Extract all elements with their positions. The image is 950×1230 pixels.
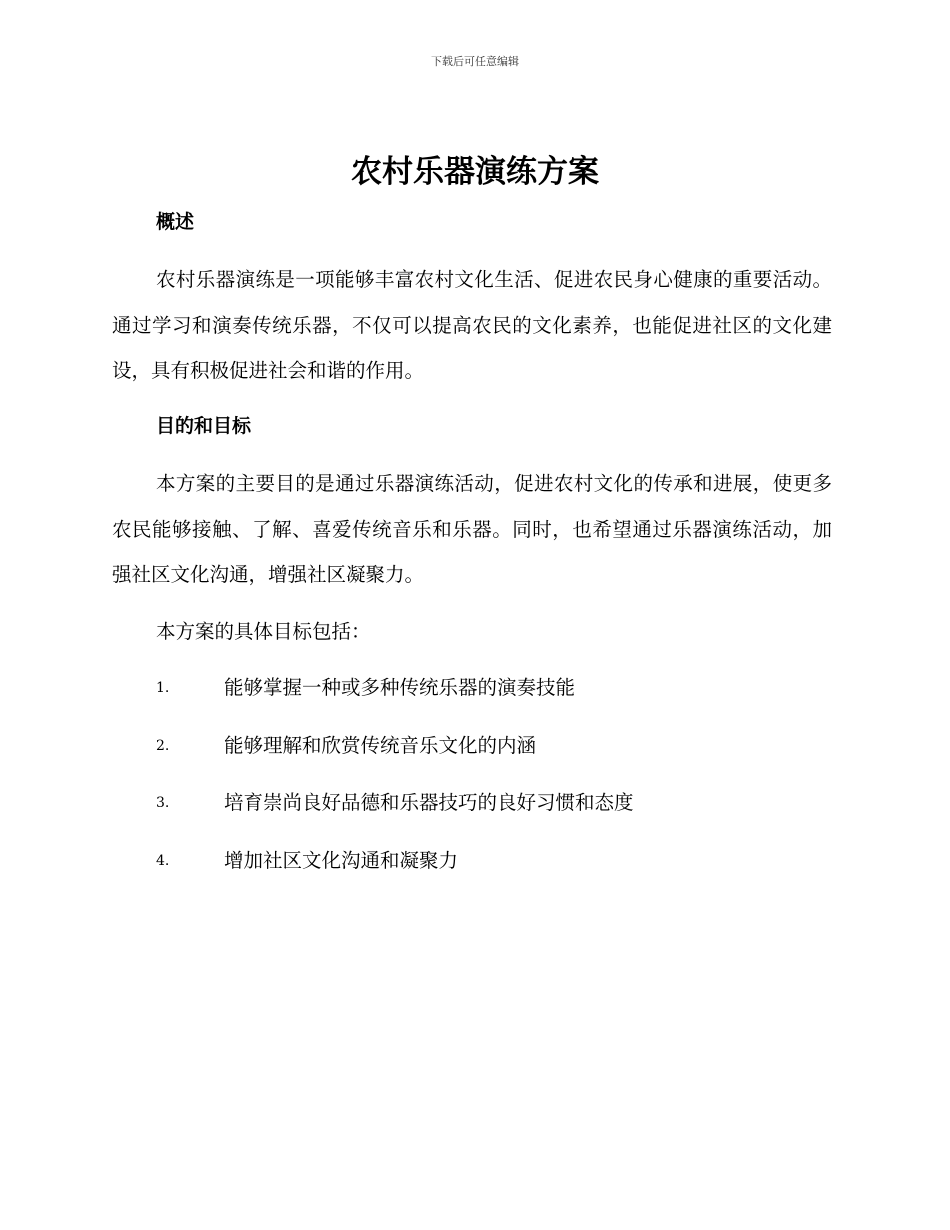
- list-item-number: 2.: [156, 737, 170, 754]
- header-note: 下载后可任意编辑: [431, 55, 519, 68]
- overview-paragraph: 农村乐器演练是一项能够丰富农村文化生活、促进农民身心健康的重要活动。通过学习和演奏传统乐器，不仅可以提高农民的文化素养，也能促进社区的文化建设，具有积极促进社会和谐的作用。: [112, 268, 832, 382]
- list-item-number: 3.: [156, 795, 170, 811]
- section-heading-overview: 概述: [156, 211, 195, 233]
- list-item-number: 4.: [156, 852, 170, 869]
- document-title: 农村乐器演练方案: [351, 154, 599, 190]
- list-item-text: 培育崇尚良好品德和乐器技巧的良好习惯和态度: [224, 791, 634, 814]
- list-item-text: 能够理解和欣赏传统音乐文化的内涵: [224, 733, 537, 757]
- goals-paragraph: 本方案的主要目的是通过乐器演练活动，促进农村文化的传承和进展，使更多农民能够接触、了解、喜爱传统音乐和乐器。同时，也希望通过乐器演练活动，加强社区文化沟通，增强社区凝聚力。: [112, 472, 832, 586]
- list-item-text: 能够掌握一种或多种传统乐器的演奏技能: [224, 676, 576, 699]
- list-item-text: 增加社区文化沟通和凝聚力: [224, 848, 459, 872]
- section-heading-goals: 目的和目标: [156, 415, 252, 437]
- list-item-number: 1.: [156, 680, 170, 696]
- goals-list-intro: 本方案的具体目标包括：: [156, 620, 371, 643]
